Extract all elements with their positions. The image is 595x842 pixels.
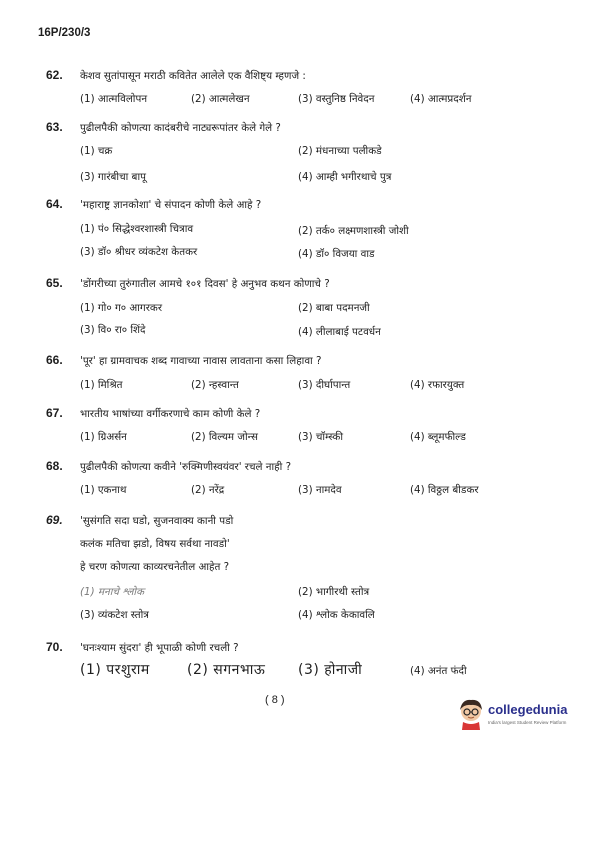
option-4: (4) लीलाबाई पटवर्धन xyxy=(298,326,381,338)
option-3: (3) नामदेव xyxy=(298,484,342,496)
option-4: (4) श्लोक केकावलि xyxy=(298,609,375,621)
option-1: (1) मिश्रित xyxy=(80,379,123,391)
question-text-line-2: कलंक मतिचा झडो, विषय सर्वथा नावडो' xyxy=(80,538,230,550)
question-text: केशव सुतांपासून मराठी कवितेत आलेले एक वैशिष्ट्य म्हणजे : xyxy=(80,70,306,82)
question-text: पुढीलपैकी कोणत्या कवीने 'रुक्मिणीस्वयंवर' रचले नाही ? xyxy=(80,461,292,473)
paper-code: 16P/230/3 xyxy=(38,27,91,39)
option-3: (3) डॉ० श्रीधर व्यंकटेश केतकर xyxy=(80,246,198,258)
question-number: 68. xyxy=(46,459,63,473)
question-text: 'महाराष्ट्र ज्ञानकोशा' चे संपादन कोणी केले आहे ? xyxy=(80,199,262,211)
option-1: (1) परशुराम xyxy=(80,662,150,678)
question-number: 62. xyxy=(46,68,63,82)
option-3: (3) गारंबीचा बापू xyxy=(80,171,146,183)
option-2: (2) बाबा पदमनजी xyxy=(298,302,370,314)
option-3: (3) चॉम्स्की xyxy=(298,431,343,443)
logo-tagline: India's largest Student Review Platform xyxy=(488,720,567,725)
option-4: (4) विठ्ठल बीडकर xyxy=(410,484,479,496)
option-1: (1) चक्र xyxy=(80,145,113,157)
option-3: (3) दीर्घापान्त xyxy=(298,379,351,391)
question-number: 64. xyxy=(46,197,63,211)
option-2: (2) न्हस्वान्त xyxy=(191,379,239,391)
option-4: (4) आम्ही भगीरथाचे पुत्र xyxy=(298,171,392,183)
option-3: (3) वस्तुनिष्ठ निवेदन xyxy=(298,93,375,105)
option-1: (1) मनाचे श्लोक xyxy=(80,586,145,598)
question-number: 66. xyxy=(46,353,63,367)
question-number: 63. xyxy=(46,120,63,134)
option-2: (2) नरेंद्र xyxy=(191,484,225,496)
question-text: पुढीलपैकी कोणत्या कादंबरीचे नाट्यरूपांतर केले गेले ? xyxy=(80,122,281,134)
question-number: 65. xyxy=(46,276,63,290)
collegedunia-logo xyxy=(456,696,586,736)
question-text: 'डोंगरीच्या तुरुंगातील आमचे १०१ दिवस' हे अनुभव कथन कोणाचे ? xyxy=(80,278,330,290)
option-1: (1) गो० ग० आगरकर xyxy=(80,302,163,314)
option-4: (4) आत्मप्रदर्शन xyxy=(410,93,472,105)
option-2: (2) आत्मलेखन xyxy=(191,93,250,105)
question-text-line-3: हे चरण कोणत्या काव्यरचनेतील आहेत ? xyxy=(80,561,230,573)
question-text-line-1: 'सुसंगति सदा घडो, सुजनवाक्य कानी पडो xyxy=(80,515,234,527)
option-3: (3) होनाजी xyxy=(298,662,363,678)
logo-brand: collegedunia xyxy=(488,702,568,717)
question-text: भारतीय भाषांच्या वर्गीकरणाचे काम कोणी केले ? xyxy=(80,408,261,420)
option-2: (2) भागीरथी स्तोत्र xyxy=(298,586,370,598)
option-2: (2) मंधनाच्या पलीकडे xyxy=(298,145,382,157)
option-1: (1) ग्रिअर्सन xyxy=(80,431,127,443)
option-2: (2) तर्क० लक्ष्मणशास्त्री जोशी xyxy=(298,225,409,237)
question-number: 70. xyxy=(46,640,63,654)
option-4: (4) रफारयुक्त xyxy=(410,379,465,391)
mascot-icon xyxy=(456,698,486,730)
option-2: (2) विल्यम जोन्स xyxy=(191,431,258,443)
option-1: (1) आत्मविलोपन xyxy=(80,93,148,105)
question-number: 67. xyxy=(46,406,63,420)
page-number: ( 8 ) xyxy=(265,694,285,706)
question-text: 'घनःश्याम सुंदरा' ही भूपाळी कोणी रचली ? xyxy=(80,642,239,654)
option-1: (1) पं० सिद्धेश्वरशास्त्री चित्राव xyxy=(80,223,194,235)
option-3: (3) वि० रा० शिंदे xyxy=(80,324,146,336)
option-2: (2) सगनभाऊ xyxy=(187,662,266,678)
question-number: 69. xyxy=(46,513,63,527)
option-4: (4) डॉ० विजया वाड xyxy=(298,248,375,260)
option-4: (4) अनंत फंदी xyxy=(410,665,467,677)
option-3: (3) व्यंकटेश स्तोत्र xyxy=(80,609,149,621)
option-1: (1) एकनाथ xyxy=(80,484,127,496)
option-4: (4) ब्लूमफील्ड xyxy=(410,431,466,443)
question-text: 'पूर' हा ग्रामवाचक शब्द गावाच्या नावास लावताना कसा लिहावा ? xyxy=(80,355,322,367)
